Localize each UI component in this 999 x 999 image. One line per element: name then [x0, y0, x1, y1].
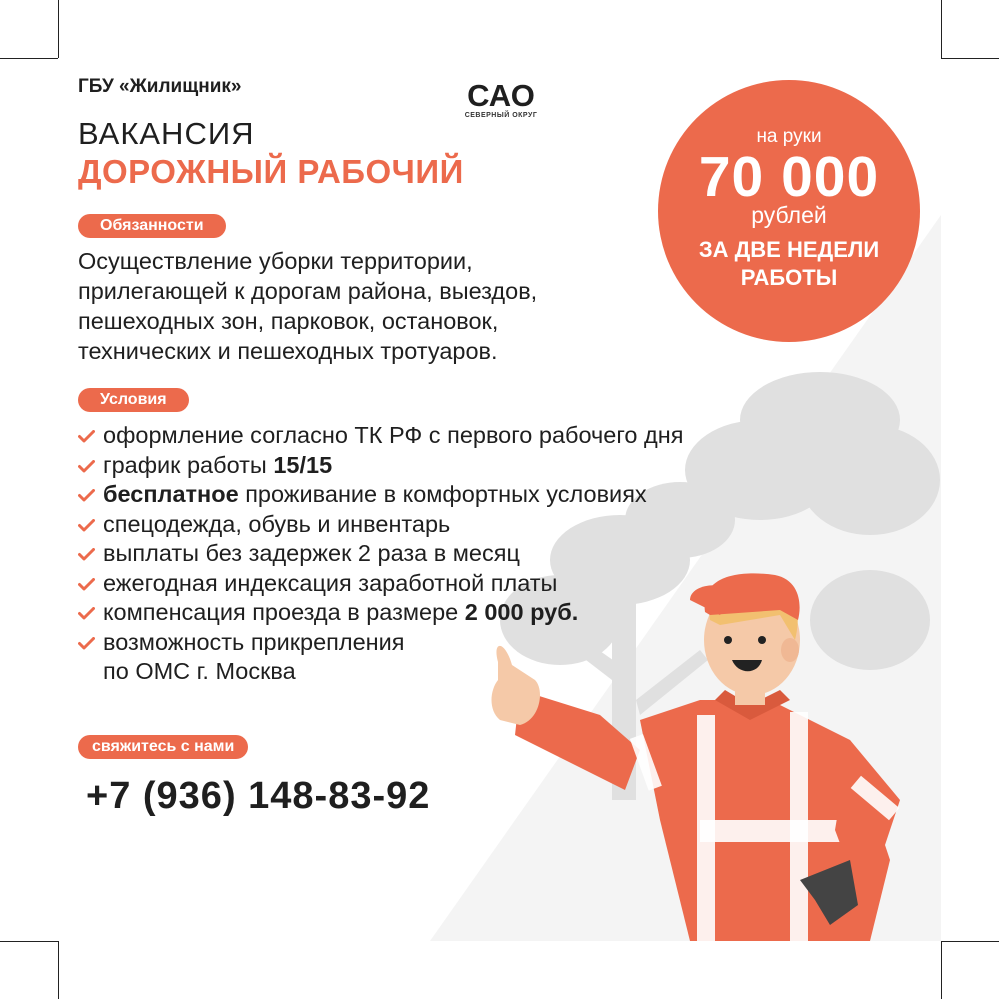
list-item: [78, 451, 683, 481]
condition-text: выплаты без задержек 2 раза в месяц: [103, 540, 520, 566]
phone-number[interactable]: +7 (936) 148-83-92: [86, 775, 431, 817]
list-item: [78, 480, 683, 510]
logo-subtitle: СЕВЕРНЫЙ ОКРУГ: [464, 112, 538, 119]
check-icon: [78, 607, 95, 620]
duties-line: технических и пешеходных тротуаров.: [78, 338, 498, 364]
condition-text: по ОМС г. Москва: [103, 658, 296, 684]
list-item: [78, 539, 683, 569]
duties-label: Обязанности: [78, 214, 226, 238]
duties-line: пешеходных зон, парковок, остановок,: [78, 308, 499, 334]
check-icon: [78, 548, 95, 561]
salary-prefix: на руки: [756, 126, 822, 147]
condition-text: оформление согласно ТК РФ с первого рабочего дня: [103, 422, 684, 448]
organization-name: ГБУ «Жилищник»: [78, 76, 242, 97]
condition-text: ежегодная индексация заработной платы: [103, 569, 558, 596]
condition-text: проживание в комфортных условиях: [238, 481, 647, 507]
condition-bold: бесплатное: [103, 481, 239, 507]
check-icon: [78, 519, 95, 532]
conditions-list: [78, 421, 683, 687]
salary-period-line: РАБОТЫ: [740, 265, 838, 290]
salary-period-line: ЗА ДВЕ НЕДЕЛИ: [698, 237, 880, 262]
check-icon: [78, 578, 95, 591]
sao-logo: [458, 80, 544, 120]
list-item: [78, 628, 683, 687]
list-item: [78, 510, 683, 540]
salary-period: [658, 236, 920, 292]
salary-badge: [658, 80, 920, 342]
condition-bold: 15/15: [273, 451, 333, 478]
conditions-label: Условия: [78, 388, 189, 412]
condition-text: компенсация проезда в размере: [103, 599, 465, 625]
condition-text: возможность прикрепления: [103, 628, 405, 655]
duties-text: [78, 246, 658, 366]
contact-label: свяжитесь с нами: [78, 735, 248, 759]
condition-bold: 2 000 руб.: [464, 599, 579, 625]
list-item: [78, 421, 683, 451]
check-icon: [78, 460, 95, 473]
salary-amount: 70 000: [698, 145, 880, 209]
job-title: ДОРОЖНЫЙ РАБОЧИЙ: [78, 153, 464, 190]
condition-text: спецодежда, обувь и инвентарь: [103, 510, 451, 537]
list-item: [78, 569, 683, 599]
list-item: [78, 598, 683, 628]
check-icon: [78, 430, 95, 443]
salary-currency: рублей: [751, 202, 827, 228]
vacancy-label: ВАКАНСИЯ: [78, 116, 255, 151]
duties-line: Осуществление уборки территории,: [78, 248, 473, 274]
condition-text: график работы: [103, 451, 274, 478]
check-icon: [78, 637, 95, 650]
check-icon: [78, 489, 95, 502]
logo-text: САО: [467, 78, 535, 113]
duties-line: прилегающей к дорогам района, выездов,: [78, 278, 538, 304]
